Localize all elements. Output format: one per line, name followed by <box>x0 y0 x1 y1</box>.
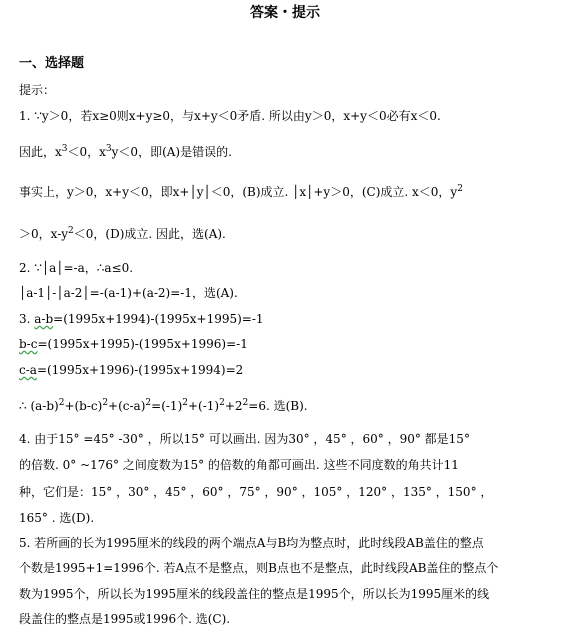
q5-line-3: 数为1995个，所以长为1995厘米的线段盖住的整点是1995个，所以长为1995厘米的线 <box>19 587 490 601</box>
q3-line-4: ∴ $(a-b)^2+(b-c)^2+(c-a)^2=(-1)^2+(-1)^2+2^2=6$. 选(B). <box>19 398 308 413</box>
q1-line-4: ＞0，$x-y^2<0$，(D)成立. 因此，选(A). <box>19 226 226 241</box>
q1-line-2: 因此，$x^3<0$，$x^3y<0$，即(A)是错误的. <box>19 144 232 159</box>
q3-line-2: b-c=(1995x+1995)-(1995x+1996)=-1 <box>19 337 248 351</box>
q2-line-1: 2. ∵│a│=-a，∴a≤0. <box>19 261 134 275</box>
q3-line-1: 3. a-b=(1995x+1994)-(1995x+1995)=-1 <box>19 312 264 326</box>
q4-line-4: 165° . 选(D). <box>19 511 95 525</box>
q4-line-3: 种，它们是：15° ，30° ，45° ，60° ，75° ，90° ，105° ，120° ，135° ，150° ， <box>19 485 493 499</box>
q2-line-2: │a-1│-│a-2│=-(a-1)+(a-2)=-1，选(A). <box>19 286 238 300</box>
q5-line-2: 个数是1995+1=1996个. 若A点不是整点，则B点也不是整点，此时线段AB盖住的整点个 <box>19 561 499 575</box>
page-title: 答案・提示 <box>250 5 320 21</box>
hint-label: 提示： <box>19 83 56 97</box>
q5-line-4: 段盖住的整点是1995或1996个. 选(C). <box>19 612 231 626</box>
q5-line-1: 5. 若所画的长为1995厘米的线段的两个端点A与B均为整点时，此时线段AB盖住的整点 <box>19 536 484 550</box>
q3-line-3: c-a=(1995x+1996)-(1995x+1994)=2 <box>19 363 244 377</box>
q4-line-2: 的倍数. 0° ~176° 之间度数为15° 的倍数的角都可画出. 这些不同度数的角共计11 <box>19 458 459 472</box>
q4-line-1: 4. 由于15° =45° -30° ，所以15° 可以画出. 因为30° ，45° ，60° ，90° 都是15° <box>19 432 470 446</box>
q1-line-3: 事实上，y＞0，x+y＜0，即x+│y│＜0，(B)成立. │x│+y＞0，(C)成立. x＜0，$y^2$ <box>19 184 463 199</box>
section-heading: 一、选择题 <box>19 56 85 71</box>
q1-line-1: 1. ∵y＞0，若x≥0则x+y≥0，与x+y＜0矛盾. 所以由y＞0，x+y＜0必有x＜0. <box>19 109 441 123</box>
